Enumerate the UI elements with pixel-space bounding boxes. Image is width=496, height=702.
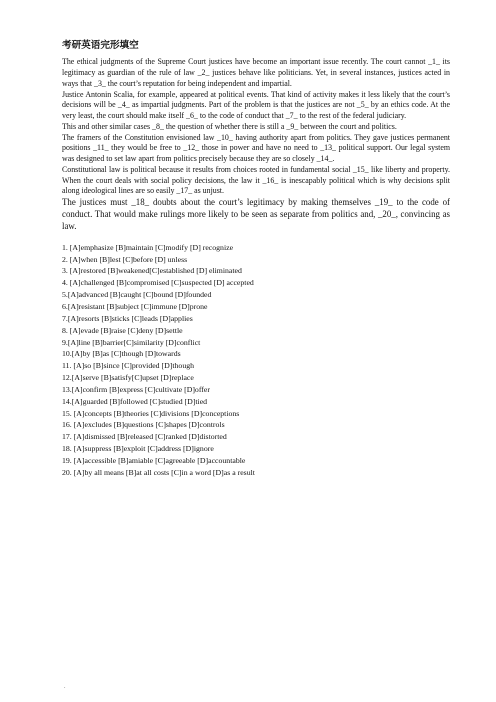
- option-line: 5.[A]advanced [B]caught [C]bound [D]founded: [62, 290, 212, 300]
- paragraph-6: The justices must _18_ doubts about the court’s legitimacy by making themselves _19_ to the code of conduct. That would make rulings more likely to be seen as separate from politics and, _20_, convincing as law.: [62, 197, 450, 231]
- paragraph-2: Justice Antonin Scalia, for example, appeared at political events. That kind of activity makes it less likely that the court’s decisions will be _4_ as impartial judgments. Part of the problem is that the justices are not _5_ by an ethics code. At the very least, the court should make itself _6_ to the code of conduct that _7_ to the rest of the federal judiciary.: [62, 89, 450, 121]
- footer-mark: .: [64, 684, 66, 690]
- option-line: 6.[A]resistant [B]subject [C]immune [D]prone: [62, 301, 208, 311]
- option-line: 2. [A]when [B]lest [C]before [D] unless: [62, 254, 188, 264]
- option-line: 15. [A]concepts [B]theories [C]divisions [D]conceptions: [62, 408, 240, 418]
- paragraph-3: This and other similar cases _8_ the question of whether there is still a _9_ between the court and politics.: [62, 121, 397, 131]
- paragraph-4: The framers of the Constitution envisioned law _10_ having authority apart from politics. They gave justices permanent positions _11_ they would be free to _12_ those in power and have no need to _13_ political support. Our legal system was designed to set law apart from politics precisely because they are so closely _14_.: [62, 132, 450, 164]
- option-line: 7.[A]resorts [B]sticks [C]leads [D]applies: [62, 313, 193, 323]
- option-line: 12.[A]serve [B]satisfy[C]upset [D]replace: [62, 373, 194, 383]
- option-line: 14.[A]guarded [B]followed [C]studied [D]tied: [62, 396, 208, 406]
- option-line: 4. [A]challenged [B]compromised [C]suspected [D] accepted: [62, 278, 254, 288]
- option-line: 8. [A]evade [B]raise [C]deny [D]settle: [62, 325, 183, 335]
- option-line: 17. [A]dismissed [B]released [C]ranked [D]distorted: [62, 432, 227, 442]
- option-line: 18. [A]suppress [B]exploit [C]address [D]ignore: [62, 444, 214, 454]
- option-line: 1. [A]emphasize [B]maintain [C]modify [D] recognize: [62, 242, 234, 252]
- answer-options: [62, 242, 450, 479]
- paragraph-5: Constitutional law is political because it results from choices rooted in fundamental social _15_ like liberty and property. When the court deals with social policy decisions, the law it _16_ is inescapably political which is why decisions split along ideological lines are so easily _17_ as unjust.: [62, 164, 450, 196]
- option-line: 20. [A]by all means [B]at all costs [C]in a word [D]as a result: [62, 467, 255, 477]
- option-line: 13.[A]confirm [B]express [C]cultivate [D]offer: [62, 384, 210, 394]
- option-line: 16. [A]excludes [B]questions [C]shapes [D]controls: [62, 420, 225, 430]
- option-line: 19. [A]accessible [B]amiable [C]agreeable [D]accountable: [62, 455, 246, 465]
- option-line: 9.[A]line [B]barrier[C]similarity [D]conflict: [62, 337, 201, 347]
- option-line: 11. [A]so [B]since [C]provided [D]though: [62, 361, 195, 371]
- document-title: 考研英语完形填空: [62, 40, 139, 51]
- paragraph-1: The ethical judgments of the Supreme Court justices have become an important issue recently. The court cannot _1_ its legitimacy as guardian of the rule of law _2_ justices behave like politicians. Yet, in several instances, justices acted in ways that _3_ the court’s reputation for being independent and impartial.: [62, 57, 450, 88]
- option-line: 3. [A]restored [B]weakened[C]established [D] eliminated: [62, 266, 242, 276]
- option-line: 10.[A]by [B]as [C]though [D]towards: [62, 349, 181, 359]
